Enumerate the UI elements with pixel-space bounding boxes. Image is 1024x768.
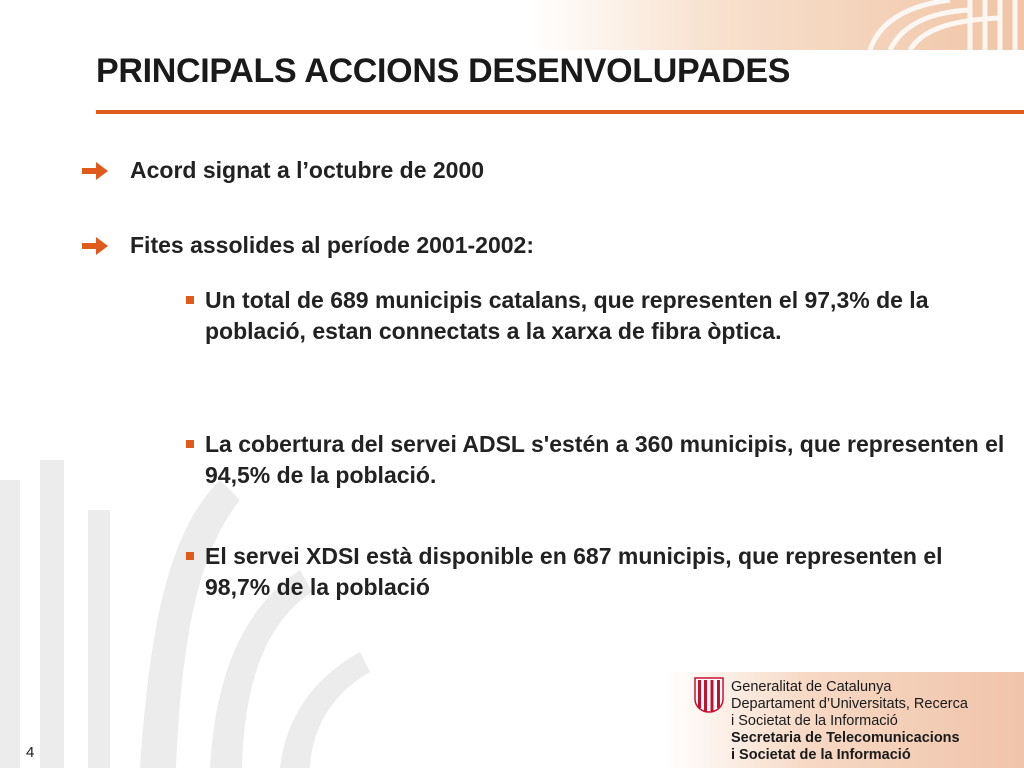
main-point-1 — [80, 157, 484, 184]
sub-point-3 — [186, 541, 1006, 603]
organization-info — [731, 679, 968, 764]
sub-point-1 — [186, 285, 1006, 347]
sub-point-text: La cobertura del servei ADSL s'estén a 360 municipis, que representen el 94,5% de la població. — [205, 431, 1005, 488]
org-secretariat-cont: i Societat de la Informació — [731, 747, 911, 763]
org-department: Departament d’Universitats, Recerca — [731, 696, 968, 712]
square-bullet-icon — [186, 552, 194, 560]
generalitat-emblem-icon — [694, 677, 724, 713]
org-name: Generalitat de Catalunya — [731, 679, 892, 695]
org-department-cont: i Societat de la Informació — [731, 713, 898, 729]
square-bullet-icon — [186, 296, 194, 304]
page-title: PRINCIPALS ACCIONS DESENVOLUPADES — [96, 52, 791, 90]
square-bullet-icon — [186, 440, 194, 448]
title-underline — [96, 110, 1024, 114]
main-point-2 — [80, 232, 534, 259]
main-point-label: Fites assolides al període 2001-2002: — [130, 232, 534, 258]
main-point-label: Acord signat a l’octubre de 2000 — [130, 157, 485, 183]
org-secretariat: Secretaria de Telecomunicacions — [731, 730, 960, 746]
decorative-header-band — [530, 0, 1024, 50]
arrow-right-icon — [80, 160, 110, 182]
arrow-right-icon — [80, 235, 110, 257]
sub-point-2 — [186, 429, 1006, 491]
sub-point-text: Un total de 689 municipis catalans, que representen el 97,3% de la població, estan connectats a la xarxa de fibra òptica. — [205, 287, 929, 344]
sub-point-text: El servei XDSI està disponible en 687 municipis, que representen el 98,7% de la població — [205, 543, 943, 600]
ornament-pattern-icon — [530, 0, 1024, 50]
page-number: 4 — [26, 744, 35, 761]
